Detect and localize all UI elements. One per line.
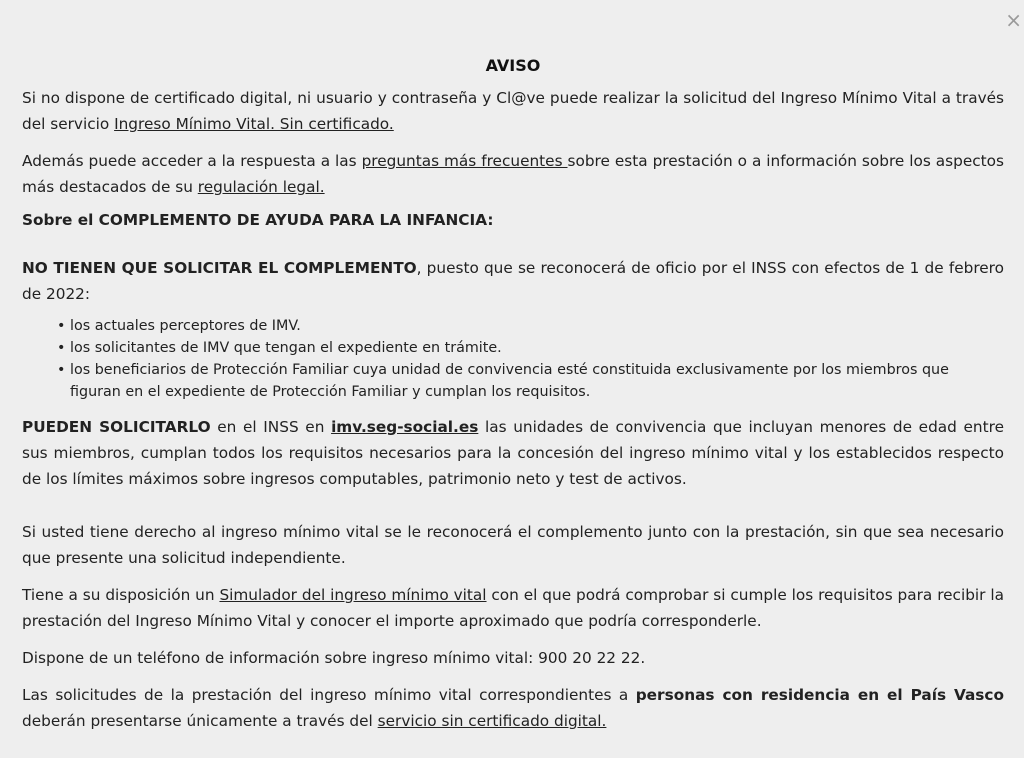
list-item: • los beneficiarios de Protección Familiar cuya unidad de convivencia esté constituida exclusivamente por los miembros que figuran en el expediente de Protección Familiar y cumplan los requisitos. [70,359,1004,403]
paragraph-complement-recognition: Si usted tiene derecho al ingreso mínimo vital se le reconocerá el complemento junto con la prestación, sin que sea necesario que presente una solicitud independiente. [22,523,1004,567]
bold-text: PUEDEN SOLICITARLO [22,418,211,436]
paragraph-text: Si no dispone de certificado digital, ni usuario y contraseña y Cl@ve puede realizar la solicitud del Ingreso Mínimo Vital a través del servicio [22,89,1004,133]
paragraph-text: sobre esta prestación o a información sobre los aspectos más destacados de su [22,152,1005,196]
close-icon[interactable]: × [1005,8,1022,32]
notice-dialog [22,52,1004,745]
paragraph-can-apply [22,414,1004,492]
paragraph-simulator [22,582,1004,634]
bold-text: NO TIENEN QUE SOLICITAR EL COMPLEMENTO [22,259,417,277]
paragraph-text: Además puede acceder a la respuesta a las [22,152,362,170]
paragraph-text: , puesto que se reconocerá de oficio por el INSS con efectos de 1 de febrero de 2022: [22,259,1004,303]
link-faq[interactable]: preguntas más frecuentes [361,152,568,170]
link-simulator[interactable]: Simulador del ingreso mínimo vital [219,586,487,604]
bold-text: personas con residencia en el País Vasco [635,686,1004,704]
paragraph-text: en el INSS en [210,418,332,436]
spacer [22,503,1004,519]
link-imv-seg-social[interactable]: imv.seg-social.es [331,418,479,436]
complement-heading: Sobre el COMPLEMENTO DE AYUDA PARA LA INFANCIA: [22,211,494,229]
paragraph-text: las unidades de convivencia que incluyan menores de edad entre sus miembros, cumplan todos los requisitos necesarios para la concesión del ingreso mínimo vital y los establecidos respecto de los límites máximos sobre ingresos computables, patrimonio neto y test de activos. [22,418,1004,488]
link-imv-sin-certificado[interactable]: Ingreso Mínimo Vital. Sin certificado. [114,115,394,133]
link-legal-regulation[interactable]: regulación legal. [197,178,325,196]
paragraph-text: Tiene a su disposición un [22,586,220,604]
dialog-title: AVISO [485,56,541,75]
paragraph-text: deberán presentarse únicamente a través del [22,712,378,730]
paragraph-faq [22,148,1004,200]
list-item: • los solicitantes de IMV que tengan el expediente en trámite. [70,337,1004,359]
list-item: • los actuales perceptores de IMV. [70,315,1004,337]
paragraph-basque-country [22,682,1004,734]
beneficiaries-list [22,315,1004,403]
paragraph-text: Las solicitudes de la prestación del ingreso mínimo vital correspondientes a [22,686,636,704]
link-no-certificate-service[interactable]: servicio sin certificado digital. [377,712,607,730]
paragraph-phone: Dispone de un teléfono de información sobre ingreso mínimo vital: 900 20 22 22. [22,649,646,667]
paragraph-text: con el que podrá comprobar si cumple los requisitos para recibir la prestación del Ingreso Mínimo Vital y conocer el importe aproximado que podría corresponderle. [22,586,1004,630]
paragraph-no-need-to-apply [22,255,1004,307]
paragraph-no-certificate [22,85,1004,137]
